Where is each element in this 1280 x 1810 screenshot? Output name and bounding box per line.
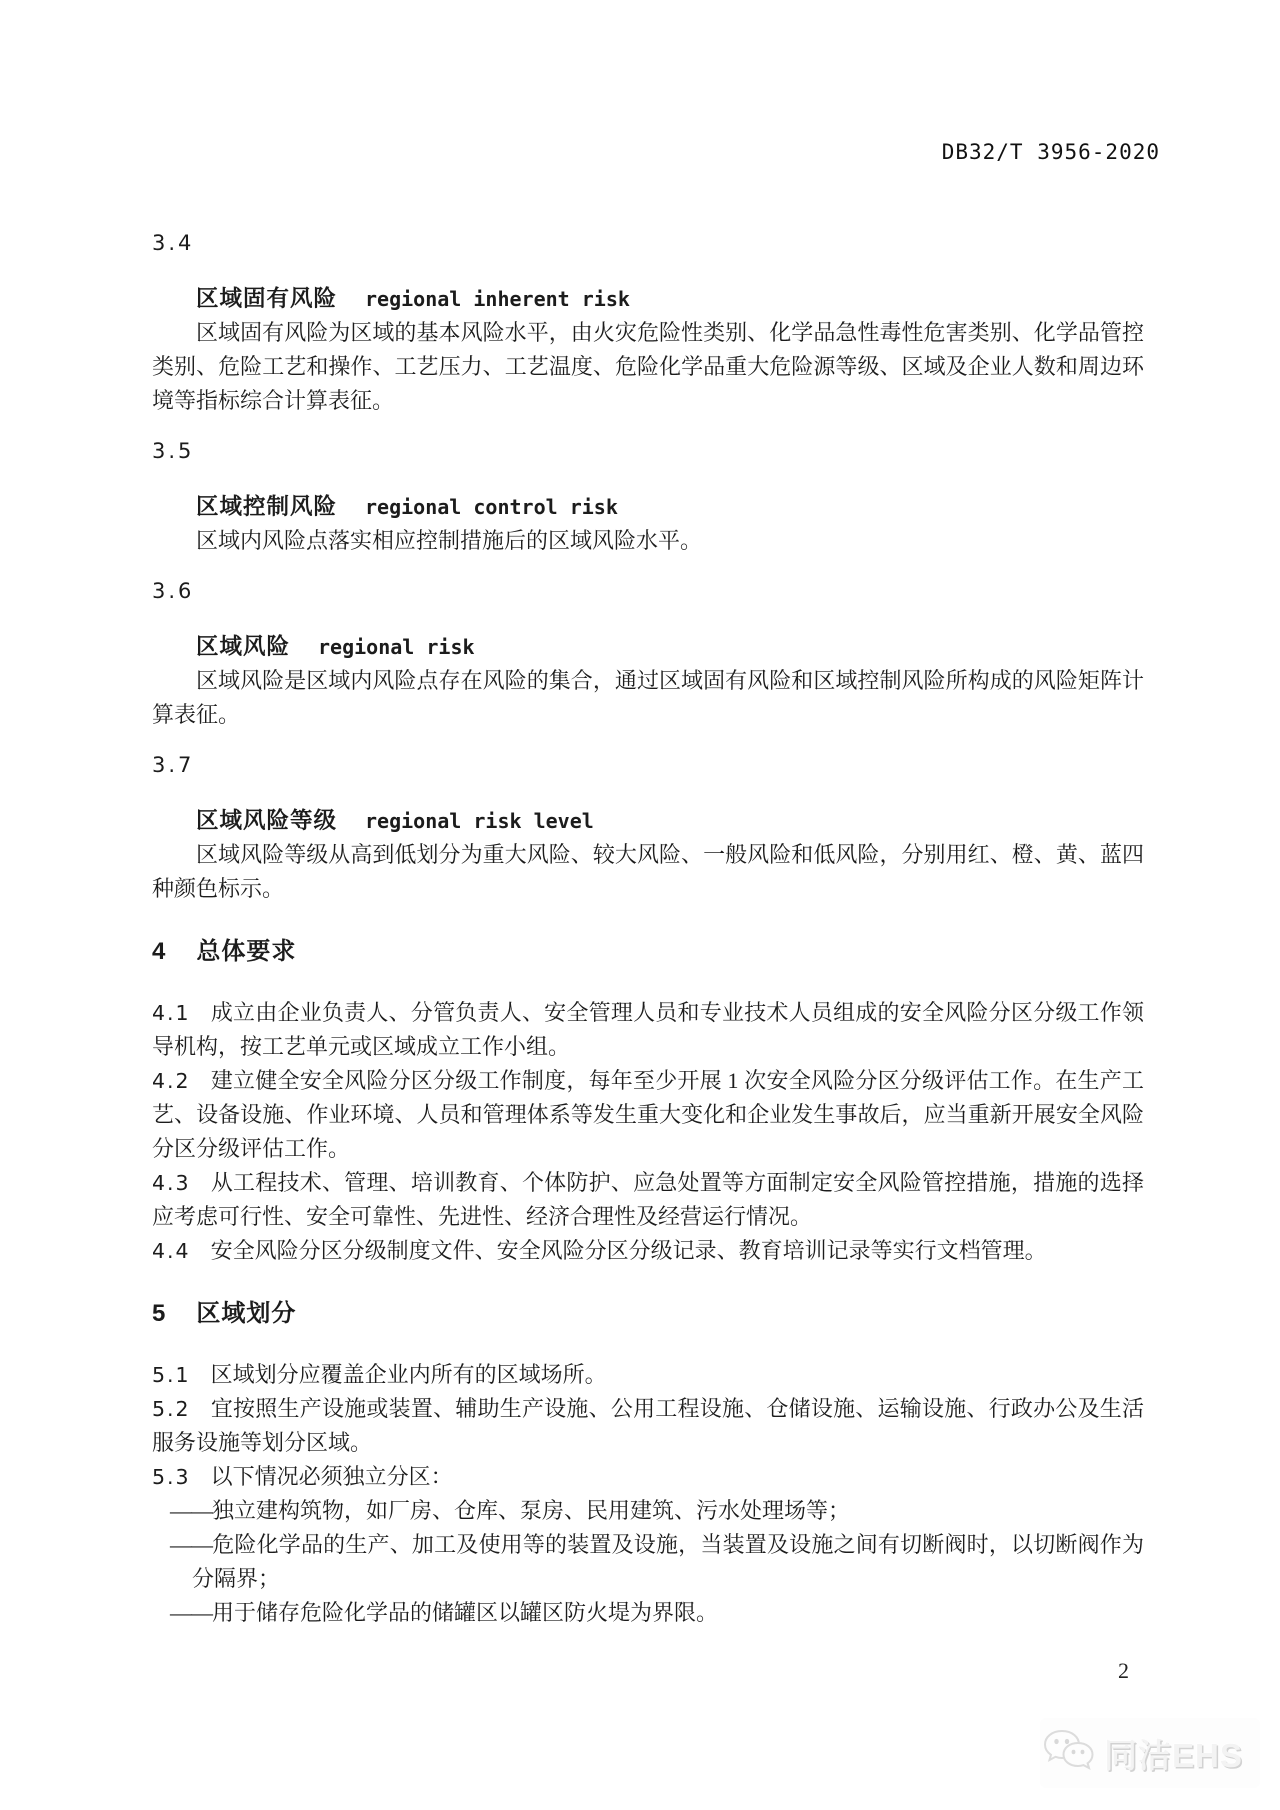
clause-num: 4.4 xyxy=(152,1239,191,1263)
clause-text: 从工程技术、管理、培训教育、个体防护、应急处置等方面制定安全风险管控措施，措施的选择应考虑可行性、安全可靠性、先进性、经济合理性及经营运行情况。 xyxy=(152,1170,1144,1229)
dash-item-2 xyxy=(152,1528,1144,1596)
clause-text: 成立由企业负责人、分管负责人、安全管理人员和专业技术人员组成的安全风险分区分级工作领导机构，按工艺单元或区域成立工作小组。 xyxy=(152,1000,1144,1059)
term-title-3-7 xyxy=(152,804,1144,838)
term-name-cn: 区域风险等级 xyxy=(196,808,338,833)
clause-number-3-7: 3.7 xyxy=(152,753,195,777)
dash-mark: —— xyxy=(170,1600,212,1625)
clause-5-2 xyxy=(152,1392,1144,1460)
term-name-en: regional control risk xyxy=(365,495,618,519)
clause-text: 以下情况必须独立分区： xyxy=(210,1464,453,1489)
clause-num: 4.1 xyxy=(152,1001,191,1025)
dash-text: 用于储存危险化学品的储罐区以罐区防火堤为界限。 xyxy=(212,1600,719,1625)
term-name-cn: 区域风险 xyxy=(196,634,291,659)
clause-text: 区域划分应覆盖企业内所有的区域场所。 xyxy=(210,1362,607,1387)
clause-number-3-5: 3.5 xyxy=(152,439,195,463)
clause-text: 宜按照生产设施或装置、辅助生产设施、公用工程设施、仓储设施、运输设施、行政办公及生活服务设施等划分区域。 xyxy=(152,1396,1144,1455)
document-content xyxy=(152,226,1144,1630)
clause-4-2 xyxy=(152,1064,1144,1166)
dash-text: 独立建构筑物，如厂房、仓库、泵房、民用建筑、污水处理场等； xyxy=(212,1498,851,1523)
term-title-3-5 xyxy=(152,490,1144,524)
clause-5-3 xyxy=(152,1460,1144,1494)
dash-mark: —— xyxy=(170,1532,212,1557)
wechat-icon xyxy=(1040,1725,1098,1782)
dash-mark: —— xyxy=(170,1498,212,1523)
term-name-en: regional inherent risk xyxy=(365,287,630,311)
watermark-text: 同洁EHS xyxy=(1104,1736,1243,1774)
clause-4-3 xyxy=(152,1166,1144,1234)
chapter-heading-5 xyxy=(152,1294,1144,1334)
term-name-en: regional risk xyxy=(318,635,475,659)
term-name-cn: 区域控制风险 xyxy=(196,494,338,519)
clause-number-3-6: 3.6 xyxy=(152,579,195,603)
term-definition-3-7: 区域风险等级从高到低划分为重大风险、较大风险、一般风险和低风险，分别用红、橙、黄、蓝四种颜色标示。 xyxy=(152,842,1144,901)
chapter-title: 总体要求 xyxy=(196,938,297,965)
term-definition-3-5: 区域内风险点落实相应控制措施后的区域风险水平。 xyxy=(196,528,703,553)
chapter-number: 5 xyxy=(152,1300,167,1327)
dash-text: 危险化学品的生产、加工及使用等的装置及设施，当装置及设施之间有切断阀时，以切断阀作为分隔界； xyxy=(192,1532,1144,1591)
clause-text: 建立健全安全风险分区分级工作制度，每年至少开展 1 次安全风险分区分级评估工作。在生产工艺、设备设施、作业环境、人员和管理体系等发生重大变化和企业发生事故后，应当重新开展安全风险分区分级评估工作。 xyxy=(152,1068,1144,1161)
standard-code: DB32/T 3956-2020 xyxy=(941,140,1160,164)
clause-text: 安全风险分区分级制度文件、安全风险分区分级记录、教育培训记录等实行文档管理。 xyxy=(210,1238,1047,1263)
dash-item-1 xyxy=(152,1494,1144,1528)
chapter-number: 4 xyxy=(152,938,167,965)
dash-item-3 xyxy=(152,1596,1144,1630)
clause-num: 4.3 xyxy=(152,1171,191,1195)
term-title-3-4 xyxy=(152,282,1144,316)
chapter-heading-4 xyxy=(152,932,1144,972)
clause-4-1 xyxy=(152,996,1144,1064)
chapter-title: 区域划分 xyxy=(196,1300,297,1327)
clause-num: 5.3 xyxy=(152,1465,191,1489)
clause-4-4 xyxy=(152,1234,1144,1268)
term-definition-3-4: 区域固有风险为区域的基本风险水平，由火灾危险性类别、化学品急性毒性危害类别、化学品管控类别、危险工艺和操作、工艺压力、工艺温度、危险化学品重大危险源等级、区域及企业人数和周边环境等指标综合计算表征。 xyxy=(152,320,1144,413)
clause-number-3-4: 3.4 xyxy=(152,231,195,255)
term-name-cn: 区域固有风险 xyxy=(196,286,338,311)
clause-num: 5.2 xyxy=(152,1397,191,1421)
clause-num: 5.1 xyxy=(152,1363,191,1387)
term-name-en: regional risk level xyxy=(365,809,594,833)
watermark xyxy=(1040,1718,1260,1788)
page-number: 2 xyxy=(1118,1658,1129,1683)
term-definition-3-6: 区域风险是区域内风险点存在风险的集合，通过区域固有风险和区域控制风险所构成的风险矩阵计算表征。 xyxy=(152,668,1144,727)
term-title-3-6 xyxy=(152,630,1144,664)
clause-num: 4.2 xyxy=(152,1069,191,1093)
clause-5-1 xyxy=(152,1358,1144,1392)
